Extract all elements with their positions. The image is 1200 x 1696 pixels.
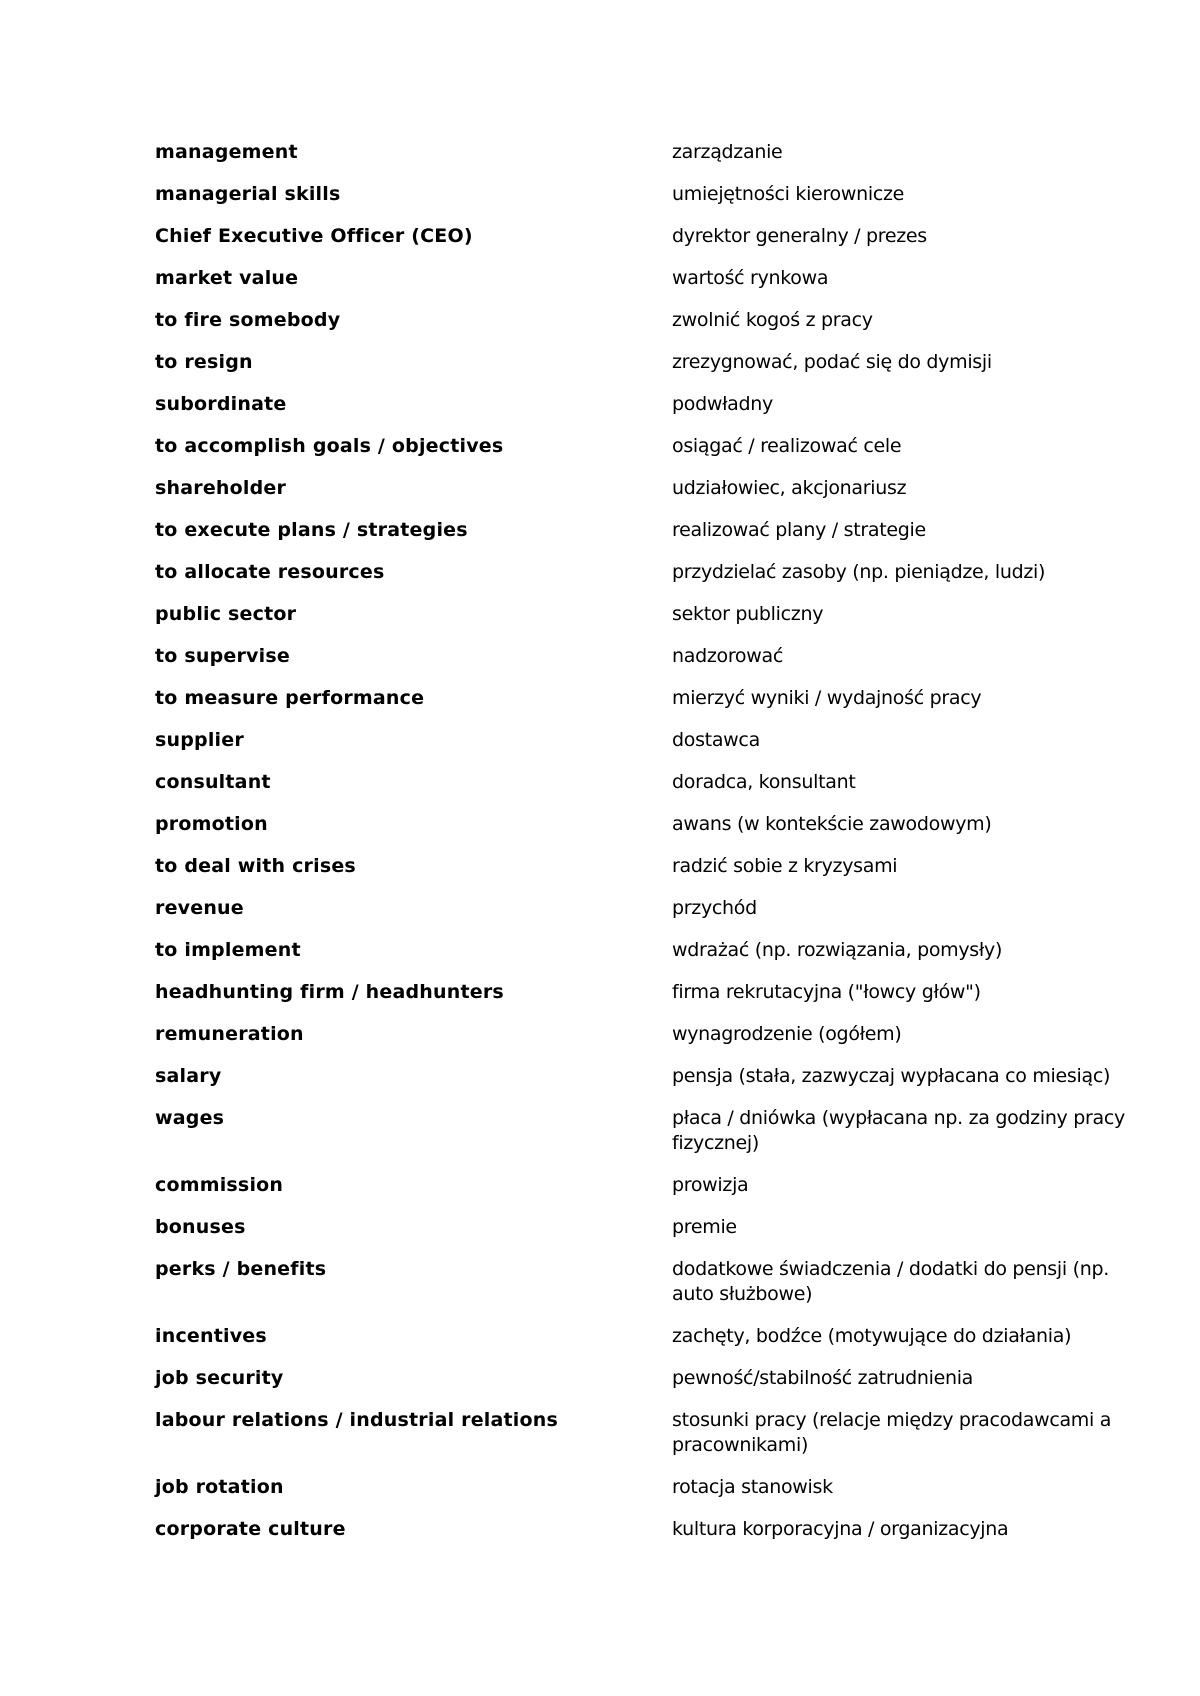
polish-translation: kultura korporacyjna / organizacyjna bbox=[672, 1518, 1009, 1540]
polish-translation: dodatkowe świadczenia / dodatki do pensji (np. auto służbowe) bbox=[672, 1258, 1109, 1305]
polish-translation: zwolnić kogoś z pracy bbox=[672, 309, 873, 331]
english-term: job security bbox=[155, 1367, 284, 1389]
english-term: to execute plans / strategies bbox=[155, 519, 468, 541]
english-term: promotion bbox=[155, 813, 268, 835]
vocabulary-row bbox=[155, 266, 1155, 291]
vocabulary-row bbox=[155, 1366, 1155, 1391]
polish-translation: pewność/stabilność zatrudnienia bbox=[672, 1367, 974, 1389]
english-term: consultant bbox=[155, 771, 271, 793]
vocabulary-row bbox=[155, 434, 1155, 459]
vocabulary-row bbox=[155, 770, 1155, 795]
vocabulary-row bbox=[155, 1475, 1155, 1500]
polish-translation: firma rekrutacyjna ("łowcy głów") bbox=[672, 981, 981, 1003]
english-term: bonuses bbox=[155, 1216, 246, 1238]
english-term: management bbox=[155, 141, 298, 163]
english-term: to supervise bbox=[155, 645, 290, 667]
vocabulary-row bbox=[155, 1106, 1155, 1156]
vocabulary-row bbox=[155, 1022, 1155, 1047]
polish-translation: udziałowiec, akcjonariusz bbox=[672, 477, 907, 499]
english-term: to implement bbox=[155, 939, 301, 961]
polish-translation: dyrektor generalny / prezes bbox=[672, 225, 927, 247]
polish-translation: osiągać / realizować cele bbox=[672, 435, 902, 457]
vocabulary-row bbox=[155, 350, 1155, 375]
english-term: headhunting firm / headhunters bbox=[155, 981, 504, 1003]
vocabulary-row bbox=[155, 392, 1155, 417]
vocabulary-row bbox=[155, 560, 1155, 585]
english-term: public sector bbox=[155, 603, 297, 625]
english-term: corporate culture bbox=[155, 1518, 346, 1540]
vocabulary-list bbox=[155, 140, 1155, 1559]
polish-translation: doradca, konsultant bbox=[672, 771, 856, 793]
vocabulary-row bbox=[155, 854, 1155, 879]
english-term: to accomplish goals / objectives bbox=[155, 435, 504, 457]
polish-translation: premie bbox=[672, 1216, 737, 1238]
vocabulary-row bbox=[155, 812, 1155, 837]
polish-translation: przychód bbox=[672, 897, 757, 919]
polish-translation: pensja (stała, zazwyczaj wypłacana co miesiąc) bbox=[672, 1065, 1111, 1087]
english-term: salary bbox=[155, 1065, 222, 1087]
vocabulary-row bbox=[155, 1173, 1155, 1198]
vocabulary-row bbox=[155, 896, 1155, 921]
vocabulary-row bbox=[155, 224, 1155, 249]
polish-translation: zrezygnować, podać się do dymisji bbox=[672, 351, 992, 373]
polish-translation: przydzielać zasoby (np. pieniądze, ludzi) bbox=[672, 561, 1046, 583]
polish-translation: zarządzanie bbox=[672, 141, 783, 163]
vocabulary-row bbox=[155, 938, 1155, 963]
vocabulary-row bbox=[155, 1408, 1155, 1458]
polish-translation: wartość rynkowa bbox=[672, 267, 829, 289]
polish-translation: wynagrodzenie (ogółem) bbox=[672, 1023, 902, 1045]
polish-translation: podwładny bbox=[672, 393, 773, 415]
polish-translation: mierzyć wyniki / wydajność pracy bbox=[672, 687, 982, 709]
english-term: job rotation bbox=[155, 1476, 284, 1498]
vocabulary-row bbox=[155, 182, 1155, 207]
vocabulary-row bbox=[155, 140, 1155, 165]
vocabulary-row bbox=[155, 602, 1155, 627]
polish-translation: awans (w kontekście zawodowym) bbox=[672, 813, 992, 835]
english-term: subordinate bbox=[155, 393, 287, 415]
english-term: revenue bbox=[155, 897, 244, 919]
english-term: commission bbox=[155, 1174, 284, 1196]
english-term: incentives bbox=[155, 1325, 267, 1347]
english-term: to measure performance bbox=[155, 687, 425, 709]
polish-translation: stosunki pracy (relacje między pracodawcami a pracownikami) bbox=[672, 1409, 1112, 1456]
vocabulary-row bbox=[155, 728, 1155, 753]
english-term: wages bbox=[155, 1107, 225, 1129]
vocabulary-row bbox=[155, 1257, 1155, 1307]
vocabulary-row bbox=[155, 1324, 1155, 1349]
english-term: to deal with crises bbox=[155, 855, 356, 877]
polish-translation: płaca / dniówka (wypłacana np. za godziny pracy fizycznej) bbox=[672, 1107, 1125, 1154]
english-term: market value bbox=[155, 267, 299, 289]
vocabulary-row bbox=[155, 308, 1155, 333]
polish-translation: wdrażać (np. rozwiązania, pomysły) bbox=[672, 939, 1003, 961]
vocabulary-row bbox=[155, 1517, 1155, 1542]
polish-translation: realizować plany / strategie bbox=[672, 519, 926, 541]
english-term: to fire somebody bbox=[155, 309, 341, 331]
english-term: perks / benefits bbox=[155, 1258, 327, 1280]
vocabulary-row bbox=[155, 476, 1155, 501]
english-term: remuneration bbox=[155, 1023, 304, 1045]
english-term: Chief Executive Officer (CEO) bbox=[155, 225, 473, 247]
polish-translation: dostawca bbox=[672, 729, 760, 751]
english-term: managerial skills bbox=[155, 183, 341, 205]
vocabulary-row bbox=[155, 980, 1155, 1005]
polish-translation: radzić sobie z kryzysami bbox=[672, 855, 898, 877]
english-term: supplier bbox=[155, 729, 244, 751]
vocabulary-row bbox=[155, 518, 1155, 543]
vocabulary-row bbox=[155, 644, 1155, 669]
english-term: to resign bbox=[155, 351, 253, 373]
polish-translation: umiejętności kierownicze bbox=[672, 183, 905, 205]
english-term: labour relations / industrial relations bbox=[155, 1409, 559, 1431]
polish-translation: nadzorować bbox=[672, 645, 783, 667]
polish-translation: zachęty, bodźce (motywujące do działania) bbox=[672, 1325, 1072, 1347]
polish-translation: sektor publiczny bbox=[672, 603, 824, 625]
polish-translation: prowizja bbox=[672, 1174, 749, 1196]
vocabulary-row bbox=[155, 1064, 1155, 1089]
vocabulary-row bbox=[155, 686, 1155, 711]
polish-translation: rotacja stanowisk bbox=[672, 1476, 833, 1498]
english-term: shareholder bbox=[155, 477, 287, 499]
vocabulary-row bbox=[155, 1215, 1155, 1240]
english-term: to allocate resources bbox=[155, 561, 385, 583]
